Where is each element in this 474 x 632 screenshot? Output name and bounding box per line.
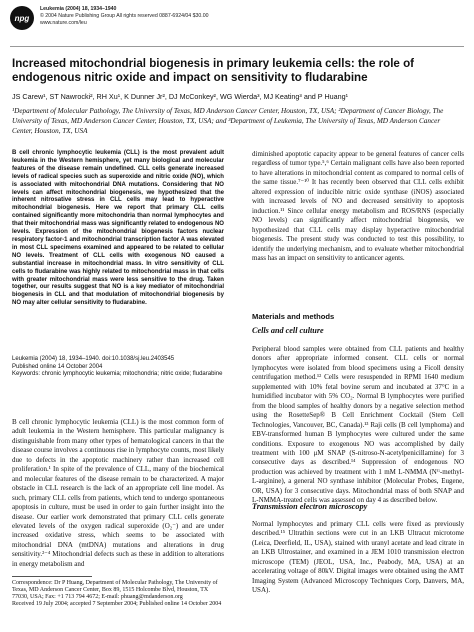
methods-heading: Materials and methods <box>252 312 335 321</box>
journal-header <box>10 6 464 50</box>
tem-text: Normal lymphocytes and primary CLL cells were fixed as previously described.¹⁵ Ultrathin sections were cut in an LKB Ultracut microtome (Leica, Deerfield, IL, USA), stained with uranyl acetate and lead citrate in an LKB Ultrostainer, and examined in a JEM 1010 transmission electron microscope (TEM) (JEOL, USA, Inc., Peabody, MA, USA) at an accelerating voltage of 80kV. Digital images were obtained using the AMT Imaging System (Advanced Microscopy Techniques Corp, Danvers, MA, USA). <box>252 520 464 595</box>
footnote-rule <box>12 576 92 577</box>
npg-logo: npg <box>10 6 34 30</box>
article-title: Increased mitochondrial biogenesis in primary leukemia cells: the role of endogenous nitric oxide and impact on sensitivity to fludarabine <box>12 57 415 84</box>
affiliations: ¹Department of Molecular Pathology, The University of Texas, MD Anderson Cancer Center, Houston, TX, USA; ²Department of Cancer Biology, The University of Texas, MD Anderson Cancer Center, Houston, TX, USA; and ³Department of Leukemia, The University of Texas, MD Anderson Cancer Center, Houston, TX, USA <box>12 107 444 135</box>
journal-info <box>40 6 209 27</box>
intro-continuation: diminished apoptotic capacity appear to be general features of cancer cells regardless of tumor type.⁵,⁶ Certain malignant cells have also been reported to have alterations in mitochondrial content as compared to normal cells of the same tissue.⁷⁻¹⁰ It has recently been observed that CLL cells exhibit altered expression of inducible nitric oxide synthase (iNOS) associated with increased levels of NO and decreased sensitivity to apoptosis induction.¹¹ Since cellular energy metabolism and ROS/RNS (especially NO levels) can significantly affect mitochondrial biogenesis, we hypothesized that CLL cells may display hyperactive mitochondrial biogenesis. The present study was conducted to test this possibility, to identify the underlying mechanism, and to evaluate whether mitochondrial mass has an impact on sensitivity to anticancer agents. <box>252 150 464 262</box>
abstract: B cell chronic lymphocytic leukemia (CLL) is the most prevalent adult leukemia in the Western hemisphere, yet many biological and molecular features of the disease remain undefined. CLL cells generate increased levels of radical species such as superoxide and nitric oxide (NO), which is associated with mitochondrial DNA mutations. Considering that NO levels can affect mitochondrial biogenesis, we hypothesized that the inherent nitrosative stress in CLL cells may lead to hyperactive mitochondrial biogenesis. Here we report that primary CLL cells contained significantly more mitochondria than normal lymphocytes and that their mitochondrial mass was significantly related to endogenous NO levels. Expression of the mitochondrial biogenesis factors nuclear respiratory factor-1 and mitochondrial transcription factor A was elevated in most CLL specimens examined and appeared to be related to cellular NO levels. Treatment of CLL cells with exogenous NO caused a substantial increase in mitochondrial mass. In vitro sensitivity of CLL cells to fludarabine was highly related to mitochondrial mass in that cells with greater mitochondrial mass were less sensitive to the drug. Taken together, our results suggest that NO is a key mediator of mitochondrial biogenesis in CLL and that modulation of mitochondrial biogenesis by NO may alter cellular sensitivity to fludarabine. <box>12 150 225 307</box>
copyright-line: © 2004 Nature Publishing Group All rights reserved 0887-6924/04 $30.00 <box>40 13 209 19</box>
received-dates: Received 19 July 2004; accepted 7 September 2004; Published online 14 October 2004 <box>12 601 222 608</box>
published-online: Published online 14 October 2004 <box>12 363 103 370</box>
tem-heading: Transmission electron microscopy <box>252 502 368 511</box>
correspondence: Correspondence: Dr P Huang, Department of Molecular Pathology, The University of Texas, MD Anderson Cancer Center, Box 89, 1515 Holcombe Blvd, Houston, TX 77030, USA; Fax: +1 713 794 4672; E-mail: phuang@mdanderson.org <box>12 580 218 601</box>
header-rule <box>10 46 464 47</box>
author-list: JS Carew¹, ST Nawrocki², RH Xu¹, K Dunner Jr², DJ McConkey², WG Wierda³, MJ Keating³ and P Huang¹ <box>12 92 349 101</box>
correspondence-footnote <box>12 580 224 608</box>
cell-culture-heading: Cells and cell culture <box>252 326 324 335</box>
introduction-text: B cell chronic lymphocytic leukemia (CLL) is the most common form of adult leukemia in the Western hemisphere. This particular malignancy is distinguishable from many other types of hematological cancers in that the disease course involves a continuous rise in lymphocyte counts, most likely due to defects in the apoptotic machinery rather than increased cell proliferation.¹ In spite of the prevalence of CLL, many of the biochemical and molecular features of the disease remain to be characterized. A major obstacle in CLL research is the lack of an appropriate cell line model. As such, primary CLL cells from patients, which tend to undergo spontaneous apoptosis in culture, must be used in order to gain further insight into the disease. Our earlier work demonstrated that primary CLL cells generate elevated levels of the oxygen radical superoxide (O₂⁻) and are under increased oxidative stress, which seems to be associated with mitochondrial DNA (mtDNA) mutations and alterations in drug sensitivity.²⁻⁴ Mitochondrial defects such as these in addition to alterations in energy metabolism and <box>12 418 224 568</box>
citation: Leukemia (2004) 18, 1934–1940. doi:10.1038/sj.leu.2403545 <box>12 356 175 362</box>
cell-culture-text: Peripheral blood samples were obtained from CLL patients and healthy donors after appropriate informed consent. CLL cells or normal lymphocytes were isolated from blood specimens using a Ficoll density centrifugation method.¹² Cells were resuspended in RPMI 1640 medium supplemented with 10% fetal bovine serum and incubated at 37°C in a humidified incubator with 5% CO₂. Normal B lymphocytes were purified from the blood samples of healthy donors by a negative selection method using the RosetteSep® B Cell Enrichment Cocktail (Stem Cell Technologies, Vancouver, BC, Canada).¹³ Raji cells (B cell lymphoma) and EBV-transformed human B lymphocytes were cultured under the same conditions. Exposure to exogenous NO was accomplished by daily treatment with 100 μM SNAP (S-nitroso-N-acetylpenicillamine) for 3 consecutive days as described.¹⁴ Suppression of endogenous NO production was achieved by treatment with 1 mM L-NMMA (Nᴳ-methyl-L-arginine), a general NO synthase inhibitor (Molecular Probes, Eugene, OR, USA) for 3 consecutive days. Mitochondrial mass of both SNAP and L-NMMA-treated cells was assessed on day 4 as described below. <box>252 345 464 505</box>
journal-url[interactable]: www.nature.com/leu <box>40 20 87 26</box>
journal-line: Leukemia (2004) 18, 1934–1940 <box>40 6 117 12</box>
keywords: Keywords: chronic lymphocytic leukemia; mitochondria; nitric oxide; fludarabine <box>12 371 223 378</box>
citation-block <box>12 356 224 379</box>
